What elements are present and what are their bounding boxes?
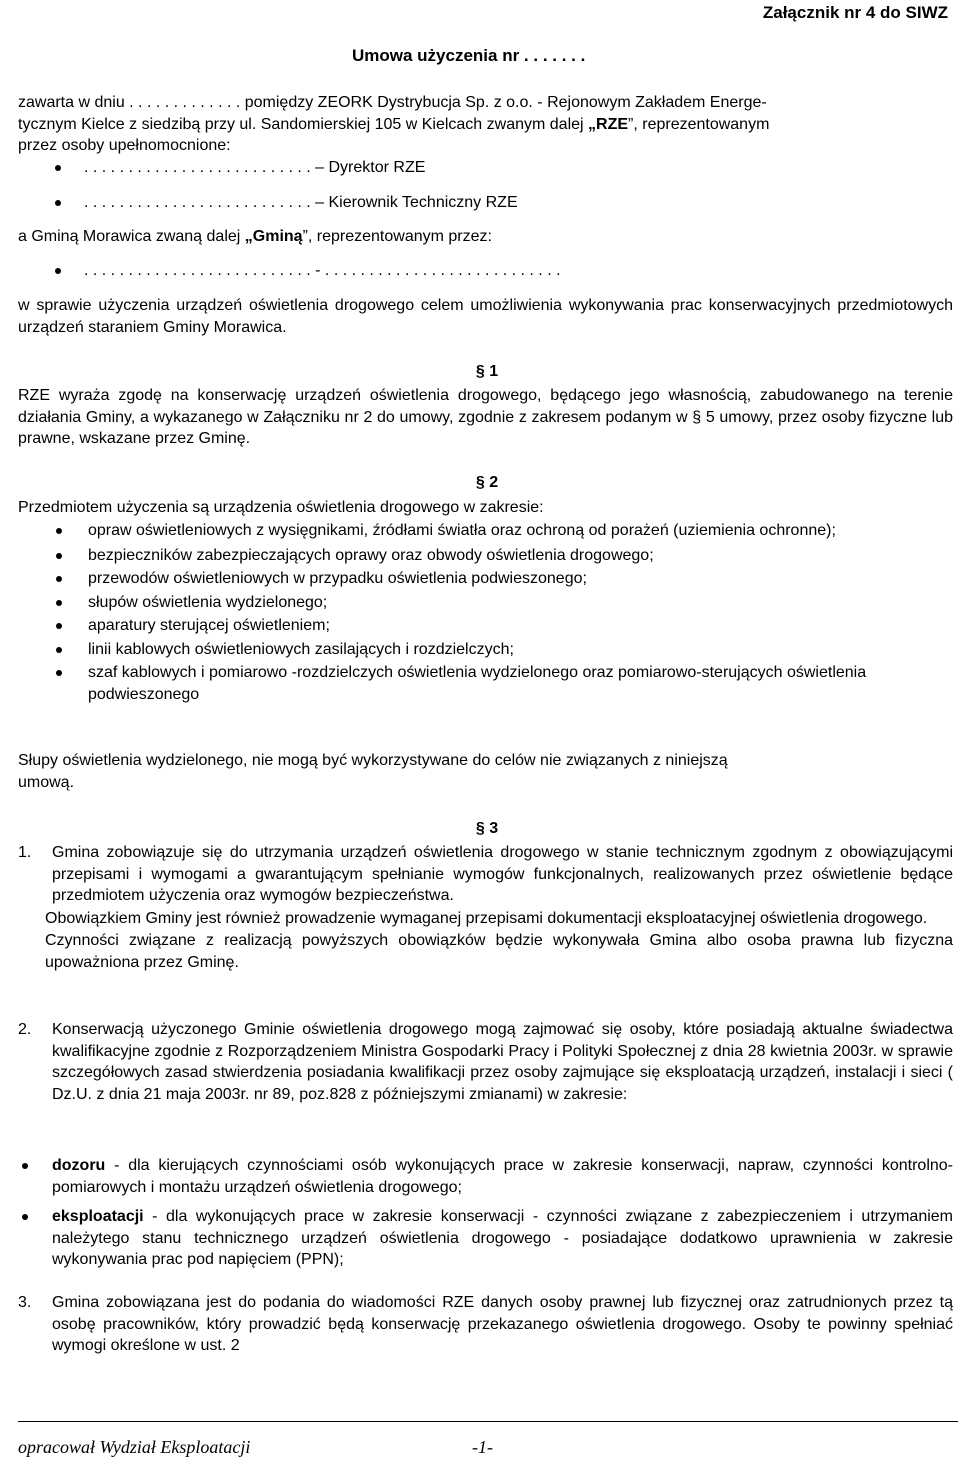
intro-line-3: przez osoby upełnomocnione: bbox=[18, 137, 231, 154]
list-item: słupów oświetlenia wydzielonego; bbox=[0, 592, 920, 614]
section-1-heading: § 1 bbox=[475, 363, 499, 380]
list-item: opraw oświetleniowych z wysięgnikami, źródłami światła oraz ochroną od porażeń (uziemienia ochronne); bbox=[0, 520, 920, 542]
section-2-note: Słupy oświetlenia wydzielonego, nie mogą być wykorzystywane do celów nie związanych z niniejszą umową. bbox=[18, 752, 728, 791]
section-3-point-1: 1. Gmina zobowiązuje się do utrzymania urządzeń oświetlenia drogowego w stanie technicznym zgodnym z obowiązującymi przepisami i wymogami a gwarantującym spełnianie wymogów funkcjonalnych, realizowanych przez oświetlenie będące przedmiotem użyczenia oraz wymogów bezpieczeństwa. Obowiązkiem Gminy jest również prowadzenie wymaganej przepisami dokumentacji eksploatacyjnej oświetlenia drogowego. Czynności związane z realizacją powyższych obowiązków będzie wykonywała Gmina albo osoba prawna lub fizyczna upoważniona przez Gminę. bbox=[18, 844, 953, 971]
list-item: aparatury sterującej oświetleniem; bbox=[0, 615, 920, 637]
list-item: . . . . . . . . . . . . . . . . . . . . . . . . . . – Kierownik Techniczny RZE bbox=[0, 192, 940, 214]
list-item: eksploatacji - dla wykonujących prace w zakresie konserwacji - czynności związane z zabezpieczeniem i utrzymaniem należytego stanu technicznego urządzeń oświetlenia drogowego - posiadające dodatkowo uprawnienia w zakresie wykonywania prac pod napięciem (PPN); bbox=[0, 1206, 953, 1271]
section-3-heading: § 3 bbox=[475, 820, 499, 837]
rze-term: „RZE bbox=[588, 115, 629, 133]
section-1-text: RZE wyraża zgodę na konserwację urządzeń oświetlenia drogowego, będącego jego własnością, zabudowanego na terenie działania Gminy, a wykazanego w Załączniku nr 2 do umowy, zgodnie z zakresem podanym w § 5 umowy, przez osoby fizyczne lub prawne, wskazane przez Gminę. bbox=[18, 387, 953, 447]
section-3-qualifications bbox=[0, 1155, 953, 1271]
list-item: . . . . . . . . . . . . . . . . . . . . . . . . . . – Dyrektor RZE bbox=[0, 157, 940, 179]
list-item: przewodów oświetleniowych w przypadku oświetlenia podwieszonego; bbox=[0, 568, 920, 590]
list-item: linii kablowych oświetleniowych zasilających i rozdzielczych; bbox=[0, 639, 920, 661]
footer-author: opracował Wydział Eksploatacji bbox=[18, 1437, 251, 1457]
gmina-term: „Gminą bbox=[244, 228, 303, 245]
document-title: Umowa użyczenia nr . . . . . . . bbox=[352, 46, 586, 65]
attachment-label: Załącznik nr 4 do SIWZ bbox=[762, 3, 948, 22]
intro-line-2: tycznym Kielce z siedzibą przy ul. Sandomierskiej 105 w Kielcach zwanym dalej „RZE”, reprezentowanym bbox=[18, 115, 770, 133]
section-3-point-3: 3. Gmina zobowiązana jest do podania do wiadomości RZE danych osoby prawnej lub fizycznej oraz zatrudnionych przez tą osobę pracowników, który prowadzić będą konserwację przekazanego oświetlenia drogowego. Osoby te powinny spełniać wymogi określone w ust. 2 bbox=[18, 1294, 953, 1354]
section-2-heading: § 2 bbox=[475, 474, 499, 491]
list-item: szaf kablowych i pomiarowo -rozdzielczych oświetlenia wydzielonego oraz pomiarowo-sterujących oświetlenia podwieszonego bbox=[0, 662, 920, 705]
gmina-representatives-list bbox=[0, 260, 940, 282]
list-item: . . . . . . . . . . . . . . . . . . . . . . . . . . - . . . . . . . . . . . . . . . . . . . . . . . . . . . bbox=[0, 260, 940, 282]
list-item: dozoru - dla kierujących czynnościami osób wykonujących prace w zakresie konserwacji, napraw, czynności kontrolno-pomiarowych i montażu urządzeń oświetlenia drogowego; bbox=[0, 1155, 953, 1198]
page-number: -1- bbox=[472, 1437, 493, 1457]
purpose-paragraph: w sprawie użyczenia urządzeń oświetlenia drogowego celem umożliwienia wykonywania prac konserwacyjnych przedmiotowych urządzeń staraniem Gminy Morawica. bbox=[18, 297, 953, 336]
section-3-point-2: 2. Konserwacją użyczonego Gminie oświetlenia drogowego mogą zajmować się osoby, które posiadają aktualne świadectwa kwalifikacyjne zgodnie z Rozporządzeniem Ministra Gospodarki Pracy i Polityki Społecznej z dnia 28 kwietnia 2003r. w sprawie szczegółowych zasad stwierdzenia posiadania kwalifikacji przez osoby zajmujące się eksploatacją urządzeń, instalacji i sieci ( Dz.U. z dnia 21 maja 2003r. nr 89, poz.828 z późniejszymi zmianami) w zakresie: bbox=[18, 1021, 953, 1103]
section-2-items bbox=[0, 520, 920, 705]
footer-divider bbox=[18, 1421, 958, 1422]
intro-line-1: zawarta w dniu . . . . . . . . . . . . . pomiędzy ZEORK Dystrybucja Sp. z o.o. - Rejonowym Zakładem Energe- bbox=[18, 94, 767, 111]
section-2-intro: Przedmiotem użyczenia są urządzenia oświetlenia drogowego w zakresie: bbox=[18, 499, 544, 516]
list-item: bezpieczników zabezpieczających oprawy oraz obwody oświetlenia drogowego; bbox=[0, 545, 920, 567]
gmina-line: a Gminą Morawica zwaną dalej „Gminą”, reprezentowanym przez: bbox=[18, 228, 492, 245]
intro-block bbox=[18, 92, 953, 157]
rze-representatives-list bbox=[0, 157, 940, 213]
